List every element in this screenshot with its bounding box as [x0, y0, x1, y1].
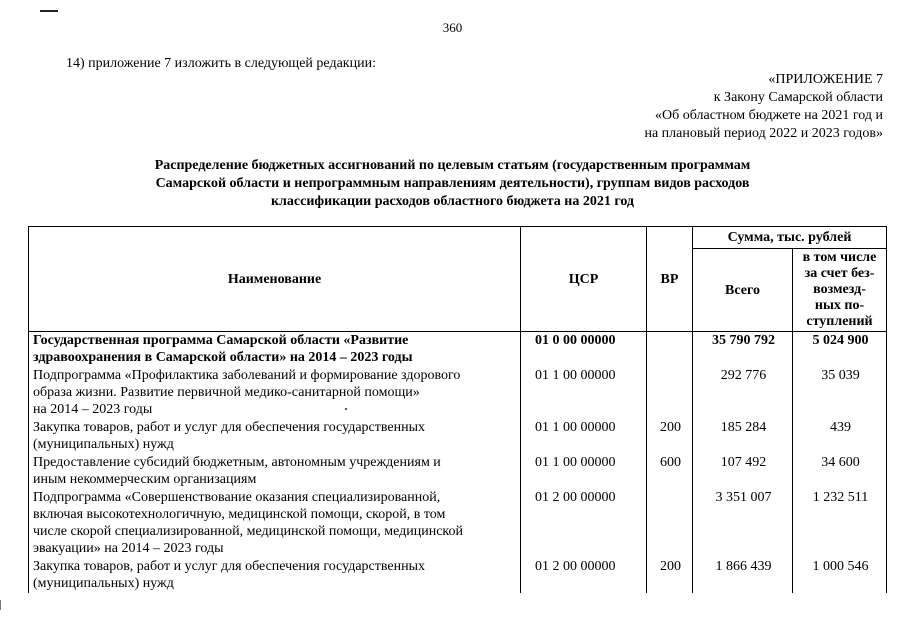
title-line: классификации расходов областного бюджета на 2021 год: [270, 194, 635, 209]
table-row: [29, 558, 887, 593]
header-vr: ВР: [647, 227, 693, 332]
title-line: Распределение бюджетных ассигнований по целевым статьям (государственным программам: [154, 158, 751, 173]
cell-vr: [647, 367, 693, 419]
cell-incl: 1 000 546: [793, 558, 887, 593]
cell-name: [29, 419, 521, 454]
appendix-header: [644, 71, 883, 143]
cell-csr: 01 1 00 00000: [521, 454, 647, 489]
cell-total: 292 776: [693, 367, 793, 419]
cell-name: [29, 367, 521, 419]
header-incl-line: возмезд-: [813, 282, 866, 297]
header-sum: Сумма, тыс. рублей: [693, 227, 887, 249]
cell-total: 1 866 439: [693, 558, 793, 593]
cell-name-line: Подпрограмма «Совершенствование оказания специализированной,: [33, 490, 441, 505]
appendix-line: к Закону Самарской области: [713, 90, 883, 105]
header-incl-line: за счет без-: [804, 266, 875, 281]
cell-name-line: иным некоммерческим организациям: [33, 472, 257, 487]
cell-name-line: эвакуации» на 2014 – 2023 годы: [33, 541, 224, 556]
cell-name-line: образа жизни. Развитие первичной медико-санитарной помощи»: [33, 385, 420, 400]
cell-csr: 01 1 00 00000: [521, 367, 647, 419]
appendix-line: на плановый период 2022 и 2023 годов»: [644, 126, 883, 141]
cell-name: [29, 558, 521, 593]
appendix-line: «ПРИЛОЖЕНИЕ 7: [768, 72, 883, 87]
table-row: [29, 367, 887, 419]
cell-total: 107 492: [693, 454, 793, 489]
document-title: [60, 157, 845, 211]
table-row: [29, 489, 887, 558]
budget-table: [28, 226, 887, 593]
cell-csr: 01 1 00 00000: [521, 419, 647, 454]
cell-vr: 600: [647, 454, 693, 489]
appendix-line: «Об областном бюджете на 2021 год и: [655, 108, 883, 123]
cell-name-line: (муниципальных) нужд: [33, 437, 174, 452]
cell-vr: 200: [647, 419, 693, 454]
header-incl: [793, 249, 887, 332]
cell-incl: 5 024 900: [793, 332, 887, 368]
cell-name-line: на 2014 – 2023 годы: [33, 402, 153, 417]
cell-vr: [647, 332, 693, 368]
table-row: [29, 454, 887, 489]
cell-name-line: Предоставление субсидий бюджетным, автономным учреждениям и: [33, 455, 441, 470]
page-number: 360: [442, 20, 463, 35]
cell-incl: 439: [793, 419, 887, 454]
cell-name: [29, 489, 521, 558]
header-total: Всего: [693, 249, 793, 332]
header-incl-line: в том числе: [802, 250, 877, 265]
cell-incl: 1 232 511: [793, 489, 887, 558]
scan-edge-mark: [0, 600, 7, 610]
table-row: [29, 332, 887, 368]
cell-name-line: Закупка товаров, работ и услуг для обеспечения государственных: [33, 420, 426, 435]
cell-name-line: включая высокотехнологичную, медицинской помощи, скорой, в том: [33, 507, 446, 522]
header-incl-line: ступлений: [806, 314, 873, 329]
scan-artifact: [40, 10, 58, 12]
intro-text: 14) приложение 7 изложить в следующей редакции:: [66, 56, 376, 71]
cell-name-line: Государственная программа Самарской области «Развитие: [33, 333, 409, 348]
cell-name: [29, 454, 521, 489]
cell-incl: 35 039: [793, 367, 887, 419]
cell-incl: 34 600: [793, 454, 887, 489]
header-csr: ЦСР: [521, 227, 647, 332]
cell-name-line: Закупка товаров, работ и услуг для обеспечения государственных: [33, 559, 426, 574]
cell-name: [29, 332, 521, 368]
cell-name-line: здравоохранения в Самарской области» на 2014 – 2023 годы: [33, 350, 413, 365]
cell-vr: 200: [647, 558, 693, 593]
cell-name-line: Подпрограмма «Профилактика заболеваний и формирование здорового: [33, 368, 461, 383]
cell-vr: [647, 489, 693, 558]
header-name: Наименование: [29, 227, 521, 332]
header-incl-line: ных по-: [814, 298, 865, 313]
cell-csr: 01 2 00 00000: [521, 558, 647, 593]
cell-csr: 01 2 00 00000: [521, 489, 647, 558]
cell-total: 185 284: [693, 419, 793, 454]
cell-total: 3 351 007: [693, 489, 793, 558]
cell-total: 35 790 792: [693, 332, 793, 368]
cell-csr: 01 0 00 00000: [521, 332, 647, 368]
cell-name-line: (муниципальных) нужд: [33, 576, 174, 591]
cell-name-line: числе скорой специализированной, медицинской помощи, медицинской: [33, 524, 464, 539]
budget-table-container: [28, 226, 886, 593]
table-row: [29, 419, 887, 454]
title-line: Самарской области и непрограммным направлениям деятельности), группам видов расходов: [155, 176, 750, 191]
